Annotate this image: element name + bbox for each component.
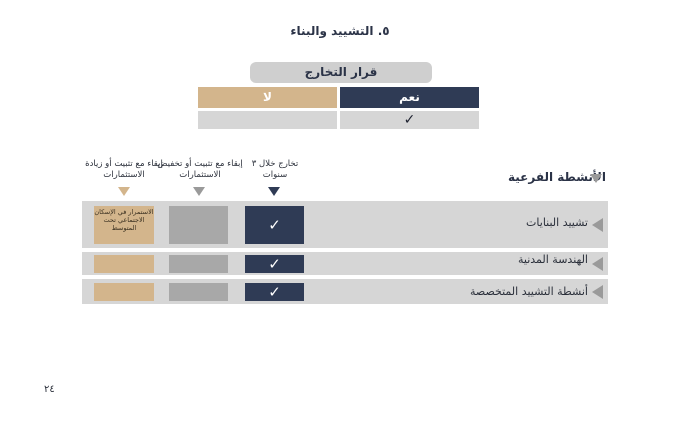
subactivities-triangle-icon <box>590 174 602 183</box>
row-arrow-icon <box>592 257 603 271</box>
increase-cell <box>94 283 154 301</box>
decision-no-header: لا <box>198 87 337 108</box>
decision-title: قرار التخارج <box>250 62 432 83</box>
column-header-reduce: إبقاء مع تثبيت أو تخفيض الاستثمارات <box>157 159 243 180</box>
column-increase-triangle-icon <box>118 187 130 196</box>
exit-checkmark: ✓ <box>245 206 304 244</box>
subactivities-title <box>460 170 606 184</box>
column-header-exit: تخارج خلال ٣ سنوات <box>251 159 299 180</box>
column-reduce-triangle-icon <box>193 187 205 196</box>
row-label: الهندسة المدنية <box>517 253 588 266</box>
decision-yes-header: نعم <box>340 87 479 108</box>
row-label: أنشطة التشييد المتخصصة <box>470 285 588 298</box>
increase-cell <box>94 255 154 273</box>
decision-yes-checkmark: ✓ <box>340 111 479 129</box>
increase-note-cell: الاستمرار في الإسكان الاجتماعي تحت المتوسط <box>94 206 154 244</box>
exit-checkmark: ✓ <box>245 283 304 301</box>
page-number: ٢٤ <box>44 384 55 395</box>
reduce-cell <box>169 206 228 244</box>
exit-checkmark: ✓ <box>245 255 304 273</box>
row-arrow-icon <box>592 218 603 232</box>
column-exit-triangle-icon <box>268 187 280 196</box>
decision-no-cell <box>198 111 337 129</box>
section-title: ٥. التشييد والبناء <box>290 24 390 38</box>
column-header-increase: إبقاء مع تثبيت أو زيادة الاستثمارات <box>85 159 163 180</box>
row-arrow-icon <box>592 285 603 299</box>
row-label: تشييد البنايات <box>526 216 588 229</box>
subactivities-label: الأنشطة الفرعية <box>507 170 606 184</box>
reduce-cell <box>169 255 228 273</box>
reduce-cell <box>169 283 228 301</box>
